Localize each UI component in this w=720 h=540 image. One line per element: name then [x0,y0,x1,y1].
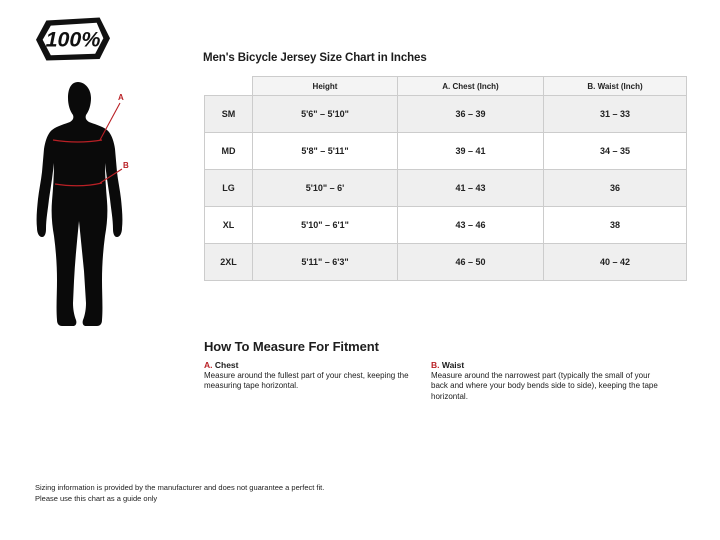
size-chart-table [204,76,687,281]
height-cell: 5'11" – 6'3" [253,244,398,281]
disclaimer-text [35,483,324,505]
instruction-name: Waist [441,360,465,370]
table-row [205,170,687,207]
size-cell: MD [205,133,253,170]
table-row [205,207,687,244]
height-cell: 5'8" – 5'11" [253,133,398,170]
instruction-text: Measure around the narrowest part (typically the small of your back and where your body bends side to side), keeping the tape horizontal. [431,371,658,401]
table-header-row [205,77,687,96]
header-chest: A. Chest (Inch) [398,77,544,96]
waist-cell: 36 [544,170,687,207]
logo-text: 100% [45,27,101,52]
waist-cell: 31 – 33 [544,96,687,133]
label-a: A [118,93,124,102]
page-title: Men's Bicycle Jersey Size Chart in Inches [203,52,427,64]
disclaimer-line-1: Sizing information is provided by the manufacturer and does not guarantee a perfect fit. [35,483,325,492]
disclaimer-line-2: Please use this chart as a guide only [35,493,158,503]
how-to-measure-section [204,339,690,420]
brand-logo-icon [36,14,110,64]
instruction-key: A. [204,360,213,370]
section-heading: How To Measure For Fitment [204,339,379,354]
chest-cell: 36 – 39 [398,96,544,133]
table-row [205,133,687,170]
chest-cell: 43 – 46 [398,207,544,244]
instruction-title [431,360,663,370]
waist-cell: 40 – 42 [544,244,687,281]
male-silhouette-icon [37,82,123,326]
header-height: Height [253,77,398,96]
size-cell: SM [205,96,253,133]
measure-instruction-chest [204,360,436,392]
header-waist: B. Waist (Inch) [544,77,687,96]
chest-cell: 46 – 50 [398,244,544,281]
table-row [205,244,687,281]
size-cell: XL [205,207,253,244]
instruction-title [204,360,436,370]
label-b: B [123,161,129,170]
header-empty [205,77,253,96]
instruction-name: Chest [214,360,239,370]
waist-cell: 34 – 35 [544,133,687,170]
height-cell: 5'10" – 6' [253,170,398,207]
chest-cell: 39 – 41 [398,133,544,170]
height-cell: 5'10" – 6'1" [253,207,398,244]
body-measurement-figure [30,78,180,330]
height-cell: 5'6" – 5'10" [253,96,398,133]
size-cell: LG [205,170,253,207]
measure-instruction-waist [431,360,663,402]
instruction-text: Measure around the fullest part of your chest, keeping the measuring tape horizontal. [204,371,409,391]
size-cell: 2XL [205,244,253,281]
waist-cell: 38 [544,207,687,244]
table-row [205,96,687,133]
instruction-key: B. [431,360,440,370]
chest-cell: 41 – 43 [398,170,544,207]
